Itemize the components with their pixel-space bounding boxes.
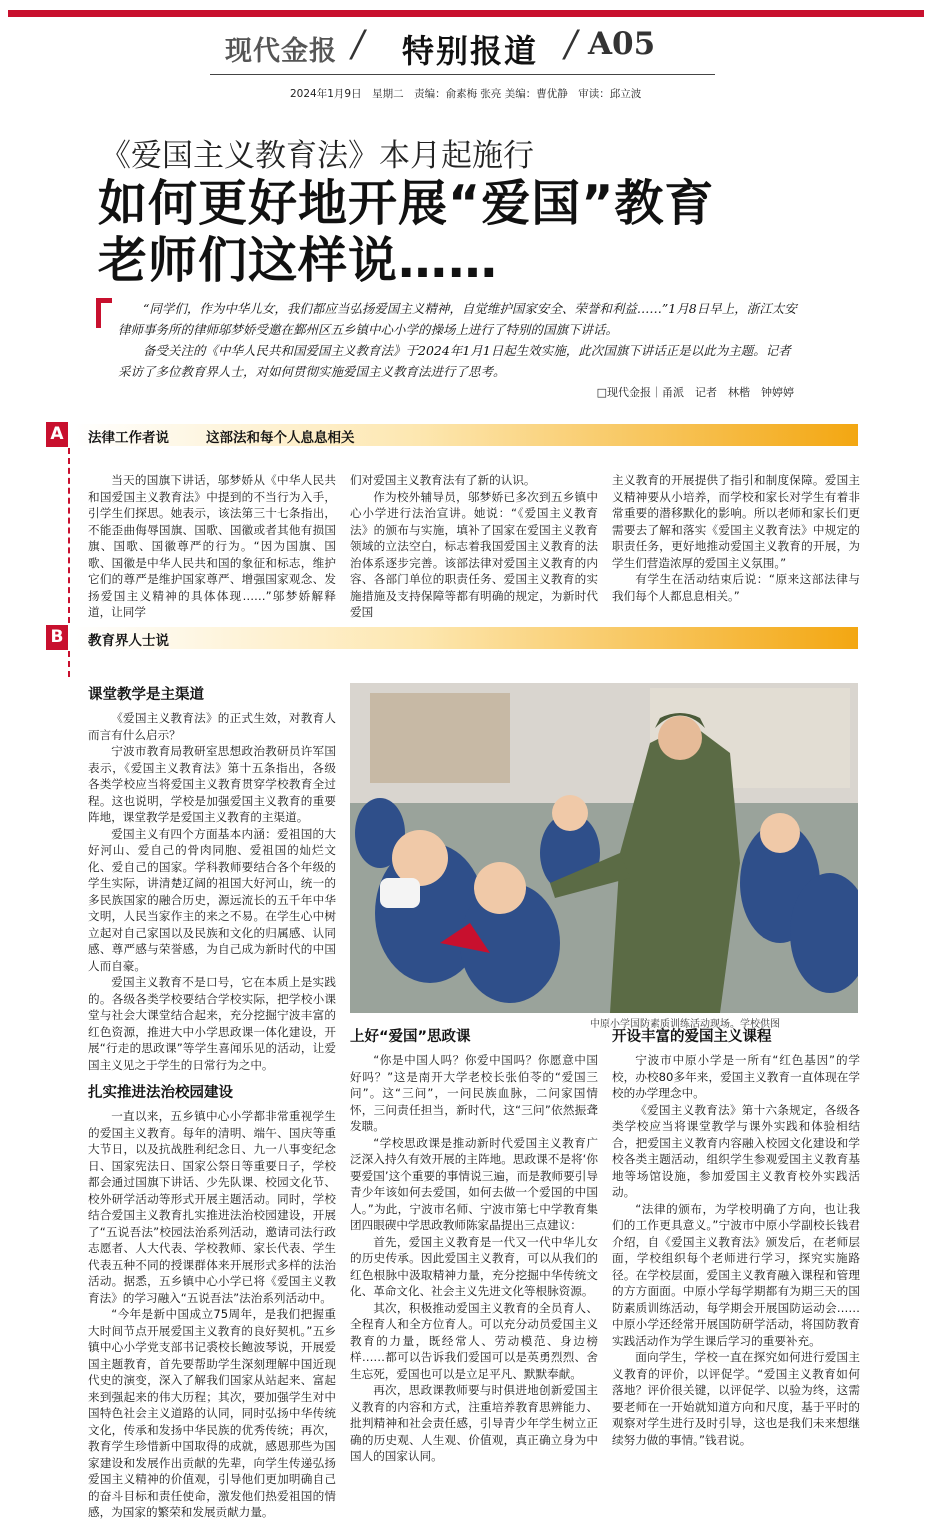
article-paragraph: 宁波市中原小学是一所有“红色基因”的学校，办校80多年来，爱国主义教育一直体现在学校的办学理念中。 [612,1053,860,1100]
lead-paragraph [118,298,798,382]
article-paragraph: 《爱国主义教育法》的正式生效，对教育人而言有什么启示？ [88,711,336,742]
article-paragraph: “法律的颁布，为学校明确了方向，也让我们的工作更具意义。”宁波市中原小学副校长钱君介绍，自《爱国主义教育法》颁发后，在老师层面，学校组织每个老师进行学习，探究实施路径。在学校层面，爱国主义教育融入课程和管理的方方面面。中原小学每学期都有为期三天的国防素质训练活动，每学期会开展国防运动会……中原小学还经常开展国防研学活动，将国防教育实践活动作为学生课后学习的重要补充。 [612,1201,860,1348]
lead-p2: 备受关注的《中华人民共和国爱国主义教育法》于2024年1月1日起生效实施，此次国旗下讲话正是以此为主题。记者采访了多位教育界人士，对如何贯彻实施爱国主义教育法进行了思考。 [118,343,791,379]
section-b-bar [50,627,858,649]
page-number: A05 [588,26,656,62]
section-a-dashed-line [68,448,72,623]
article-paragraph: 《爱国主义教育法》第十六条规定，各级各类学校应当将课堂教学与课外实践和体验相结合，把爱国主义教育内容融入校园文化建设和学校各类主题活动，组织学生参观爱国主义教育基地等场馆设施，参加爱国主义教育校外实践活动。 [612,1102,860,1199]
subhead-curriculum: 开设丰富的爱国主义课程 [612,1029,772,1045]
article-paragraph: “学校思政课是推动新时代爱国主义教育广泛深入持久有效开展的主阵地。思政课不是将‘你要爱国’这个重要的事情说三遍，而是教师要引导青少年该如何去爱国，如何去做一个爱国的中国人。”为此，宁波市名师、宁波市第七中学教育集团四眼碶中学思政教师陈家晶提出三点建议： [350,1135,598,1232]
article-paragraph: 当天的国旗下讲话，邬梦娇从《中华人民共和国爱国主义教育法》中提到的不当行为入手，引学生们探思。她表示，该法第三十七条指出，不能歪曲侮辱国旗、国歌、国徽或者其他有损国旗、国歌、国徽尊严的行为。“因为国旗、国歌、国徽是中华人民共和国的象征和标志，维护它们的尊严是维护国家尊严、增强国家观念、发扬爱国主义精神的具体体现……”邬梦娇解释道，让同学 [88,473,336,619]
subhead-ideology-class: 上好“爱国”思政课 [350,1029,471,1045]
article-paragraph: 其次，积极推动爱国主义教育的全员育人、全程育人和全方位育人。可以充分动员爱国主义教育的力量，既经常人、劳动模范、身边榜样……都可以告诉我们爱国可以是英勇烈烈、舍生忘死，爱国也可以是立足平凡、默默奉献。 [350,1300,598,1381]
subhead-classroom: 课堂教学是主渠道 [88,687,204,703]
masthead [0,26,934,71]
paper-name: 现代金报 [225,36,337,67]
headline-kicker: 《爱国主义教育法》本月起施行 [100,138,534,174]
article-paragraph: 们对爱国主义教育法有了新的认识。 [350,473,536,487]
top-red-bar [8,10,924,17]
section-a-col-3 [612,472,860,604]
headline-line-1: 如何更好地开展“爱国”教育 [98,175,715,232]
masthead-slash: / [352,24,365,65]
section-a-label: 法律工作者说 [88,430,169,446]
article-paragraph: 爱国主义有四个方面基本内涵：爱祖国的大好河山、爱自己的骨肉同胞、爱祖国的灿烂文化、爱自己的国家。学科教师要结合各个年级的学生实际，讲清楚辽阔的祖国大好河山，统一的多民族国家的融合历史，源远流长的五千年中华文明，人民当家作主的来之不易。在学生心中树立起对自己家国以及民族和文化的归属感、认同感、尊严感与荣誉感，为自己成为新时代的中国人而自豪。 [88,826,336,973]
section-a-col-2 [350,472,598,621]
lead-corner-mark [96,298,112,328]
dateline: 2024年1月9日 星期二 责编：俞素梅 张亮 美编：曹优静 审读：邱立波 [290,88,642,100]
section-a-col-1 [88,472,336,621]
section-b-dashed-line [68,651,72,677]
lead-p1: “同学们，作为中华儿女，我们都应当弘扬爱国主义精神，自觉维护国家安全、荣誉和利益……”1月8日早上，浙江太安律师事务所的律师邬梦娇受邀在鄞州区五乡镇中心小学的操场上进行了特别的国旗下讲话。 [118,301,797,337]
article-paragraph: “你是中国人吗？你爱中国吗？你愿意中国好吗？”这是南开大学老校长张伯苓的“爱国三问”。这“三问”，一问民族血脉，二问家国情怀，三问责任担当，新时代，这“三问”依然振聋发聩。 [350,1053,598,1133]
subhead-law-campus: 扎实推进法治校园建设 [88,1085,233,1101]
section-a-badge: A [46,422,68,447]
byline: □现代金报｜甬派 记者 林楷 钟婷婷 [596,386,794,399]
section-b-col-1 [88,683,336,1521]
headline-line-2: 老师们这样说…… [98,232,499,289]
section-a-bar [50,424,858,446]
masthead-rule [210,74,715,75]
masthead-slash: / [565,24,578,65]
article-paragraph: 宁波市教育局教研室思想政治教研员许军国表示，《爱国主义教育法》第十五条指出，各级各类学校应当将爱国主义教育贯穿学校教育全过程。这也说明，学校是加强爱国主义教育的重要阵地，课堂教学是爱国主义教育的主渠道。 [88,744,336,824]
article-paragraph: “今年是新中国成立75周年，是我们把握重大时间节点开展爱国主义教育的良好契机。”五乡镇中心小学党支部书记裘校长鲍波琴说，开展爱国主题教育，首先要帮助学生深刻理解中国近现代史的演变，深入了解我们国家从站起来、富起来到强起来的伟大历程；其次，要加强学生对中国特色社会主义道路的认同，同时弘扬中华传统文化，传承和发扬中华民族的优秀传统；再次，教育学生珍惜新中国取得的成就，感恩那些为国家建设和发展作出贡献的先辈，向学生传递弘扬爱国主义精神的价值观，引导他们更加明确自己的奋斗目标和责任使命，激发他们热爱祖国的情感，为国家的繁荣和发展贡献力量。 [88,1307,336,1519]
article-paragraph: 面向学生，学校一直在探究如何进行爱国主义教育的评价，以评促学。“爱国主义教育如何落地？评价很关键，以评促学、以验为终，这需要老师在一开始就知道方向和尺度，基于平时的观察对学生进行及时引导，这也是我们未来想继续努力做的事情。”钱君说。 [612,1350,860,1447]
article-paragraph: 作为校外辅导员，邬梦娇已多次到五乡镇中心小学进行法治宣讲。她说：“《爱国主义教育法》的颁布与实施，填补了国家在爱国主义教育领域的立法空白，标志着我国爱国主义教育的法治体系逐步完善。该部法律对爱国主义教育的内容、各部门单位的职责任务、爱国主义教育的实施措施及支持保障等都有明确的规定，为新时代爱国 [350,489,598,619]
article-paragraph: 再次，思政课教师要与时俱进地创新爱国主义教育的内容和方式，注重培养教育思辨能力、批判精神和社会责任感，引导青少年学生树立正确的历史观、人生观、价值观，真正确立身为中国人的国家认同。 [350,1383,598,1463]
section-name: 特别报道 [402,32,539,70]
section-b-col-2 [350,1025,598,1465]
training-photo [350,683,858,1013]
section-a-subtitle: 这部法和每个人息息相关 [206,430,355,446]
article-paragraph: 主义教育的开展提供了指引和制度保障。爱国主义精神要从小培养，而学校和家长对学生有着非常重要的潜移默化的影响。所以老师和家长们更需要去了解和落实《爱国主义教育法》中规定的职责任务，更好地推动爱国主义教育的开展，为学生们营造浓厚的爱国主义氛围。” [612,473,860,570]
article-paragraph: 一直以来，五乡镇中心小学都非常重视学生的爱国主义教育。每年的清明、端午、国庆等重大节日，以及抗战胜利纪念日、九一八事变纪念日、国家宪法日、国家公祭日等重要日子，学校都会通过国旗下讲话、少先队课、校园文化节、校外研学活动等形式开展主题活动。同时，学校结合爱国主义教育扎实推进法治校园建设，开展了“五说吾法”校园法治系列活动，邀请司法行政志愿者、人大代表、学校教师、家长代表、学生代表五种不同的授课群体来开展形式多样的法治活动。据悉，五乡镇中心小学已将《爱国主义教育法》的学习融入“五说吾法”法治系列活动中。 [88,1109,336,1305]
photo-caption: 中原小学国防素质训练活动现场。学校供图 [590,1019,780,1030]
section-b-col-3 [612,1025,860,1448]
section-b-label: 教育界人士说 [88,633,169,649]
article-paragraph: 爱国主义教育不是口号，它在本质上是实践的。各级各类学校要结合学校实际，把学校小课堂与社会大课堂结合起来，充分挖掘宁波丰富的红色资源，推进大中小学思政课一体化建设，开展“行走的思政课”等学生喜闻乐见的活动，让爱国主义见之于学生的日常行为之中。 [88,975,336,1072]
article-paragraph: 有学生在活动结束后说：“原来这部法律与我们每个人都息息相关。” [612,572,860,603]
section-b-badge: B [46,625,68,650]
article-paragraph: 首先，爱国主义教育是一代又一代中华儿女的历史传承。因此爱国主义教育，可以从我们的红色根脉中汲取精神力量，充分挖掘中华传统文化、革命文化、社会主义先进文化等根脉资源。 [350,1234,598,1298]
photo-illustration [350,683,858,1013]
